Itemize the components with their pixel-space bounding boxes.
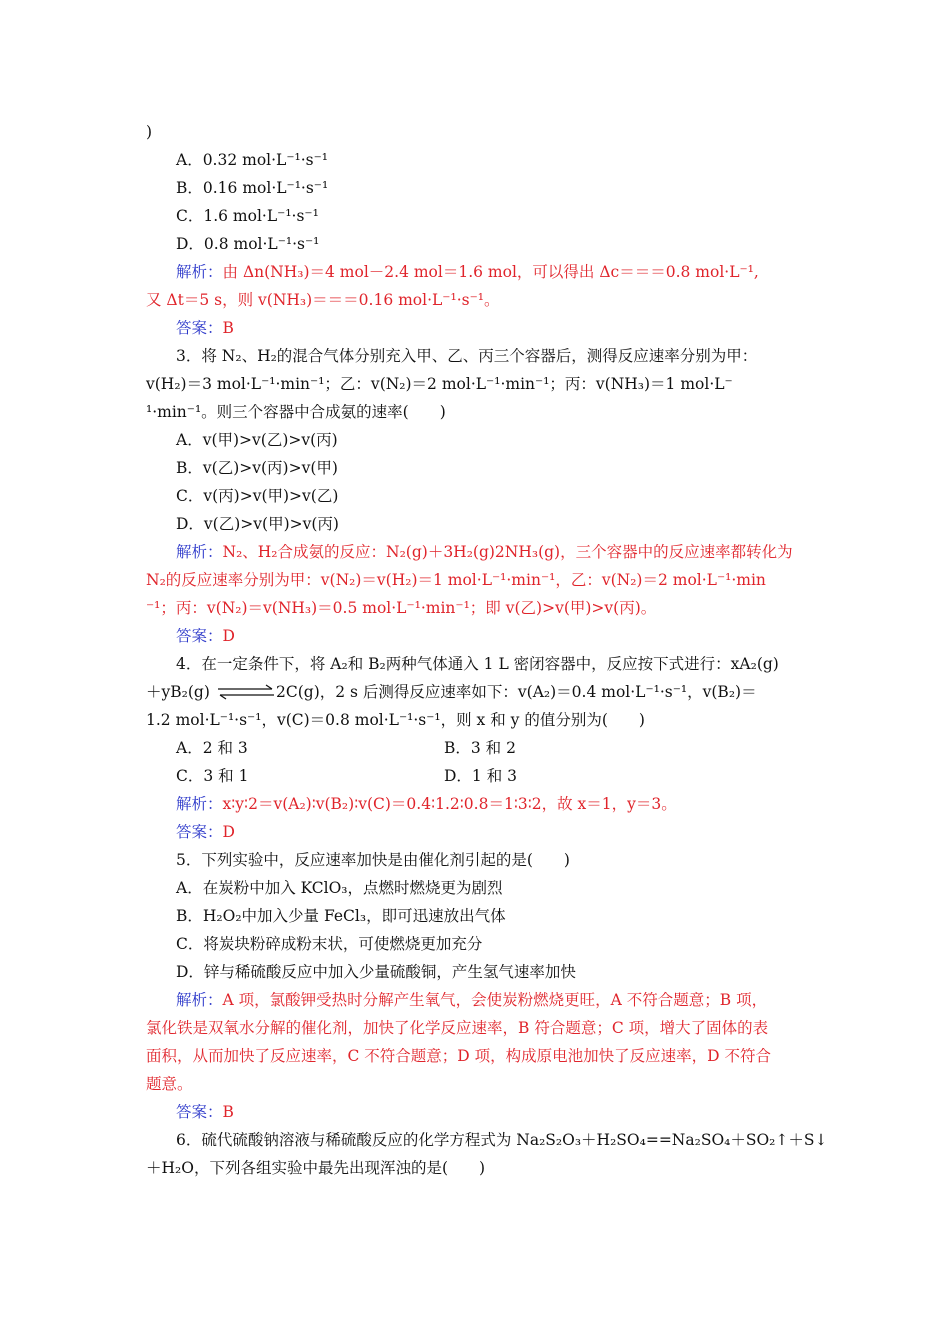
question-4-stem: 2C(g)，2 s 后测得反应速率如下：v(A₂)＝0.4 mol·L⁻¹·s⁻¹，v(B₂)＝ bbox=[276, 683, 757, 701]
question-2-tail: ) bbox=[146, 123, 153, 141]
option-c: C．1.6 mol·L⁻¹·s⁻¹ bbox=[176, 207, 319, 225]
option-d: D．0.8 mol·L⁻¹·s⁻¹ bbox=[176, 235, 320, 253]
option-b: B．H₂O₂中加入少量 FeCl₃，即可迅速放出气体 bbox=[176, 907, 506, 925]
analysis-text: x∶y∶2＝v(A₂)∶v(B₂)∶v(C)＝0.4∶1.2∶0.8＝1∶3∶2，故 x＝1，y＝3。 bbox=[222, 795, 677, 813]
analysis-label: 解析： bbox=[176, 991, 223, 1009]
analysis-line: 又 Δt＝5 s，则 v(NH₃)＝＝＝0.16 mol·L⁻¹·s⁻¹。 bbox=[146, 291, 500, 309]
analysis-line bbox=[176, 794, 677, 814]
analysis-line: ⁻¹；丙：v(N₂)＝v(NH₃)＝0.5 mol·L⁻¹·min⁻¹；即 v(乙)>v(甲)>v(丙)。 bbox=[146, 599, 657, 617]
analysis-line bbox=[176, 262, 759, 282]
question-6-stem: ＋H₂O，下列各组实验中最先出现浑浊的是( ) bbox=[146, 1159, 486, 1177]
analysis-line bbox=[176, 990, 767, 1010]
equilibrium-arrow-icon bbox=[216, 684, 276, 700]
answer-line bbox=[176, 822, 235, 842]
option-b: B．v(乙)>v(丙)>v(甲) bbox=[176, 459, 338, 477]
question-4-stem: ＋yB₂(g) bbox=[146, 683, 210, 701]
analysis-text: A 项，氯酸钾受热时分解产生氧气，会使炭粉燃烧更旺，A 不符合题意；B 项， bbox=[222, 991, 768, 1009]
analysis-label: 解析： bbox=[176, 795, 223, 813]
analysis-text: N₂、H₂合成氨的反应：N₂(g)＋3H₂(g)2NH₃(g)，三个容器中的反应速率都转化为 bbox=[222, 543, 793, 561]
question-5-stem: 5．下列实验中，反应速率加快是由催化剂引起的是( ) bbox=[176, 851, 570, 869]
option-c: C．v(丙)>v(甲)>v(乙) bbox=[176, 487, 339, 505]
analysis-line: 面积，从而加快了反应速率，C 不符合题意；D 项，构成原电池加快了反应速率，D 不符合 bbox=[146, 1047, 771, 1065]
answer-label: 答案： bbox=[176, 823, 223, 841]
option-c: C．3 和 1 bbox=[176, 767, 249, 785]
option-a: A．在炭粉中加入 KClO₃，点燃时燃烧更为剧烈 bbox=[176, 879, 503, 897]
analysis-line: N₂的反应速率分别为甲：v(N₂)＝v(H₂)＝1 mol·L⁻¹·min⁻¹，乙：v(N₂)＝2 mol·L⁻¹·min bbox=[146, 571, 766, 589]
question-3-stem: v(H₂)＝3 mol·L⁻¹·min⁻¹；乙：v(N₂)＝2 mol·L⁻¹·min⁻¹；丙：v(NH₃)＝1 mol·L⁻ bbox=[146, 375, 733, 393]
answer-value: B bbox=[222, 319, 234, 337]
option-d: D．v(乙)>v(甲)>v(丙) bbox=[176, 515, 339, 533]
question-3-stem: 3．将 N₂、H₂的混合气体分别充入甲、乙、丙三个容器后，测得反应速率分别为甲： bbox=[176, 347, 758, 365]
answer-line bbox=[176, 318, 234, 338]
question-6-stem: 6．硫代硫酸钠溶液与稀硫酸反应的化学方程式为 Na₂S₂O₃＋H₂SO₄==Na₂SO₄＋SO₂↑＋S↓ bbox=[176, 1131, 828, 1149]
option-a: A．2 和 3 bbox=[176, 739, 248, 757]
answer-label: 答案： bbox=[176, 627, 223, 645]
analysis-line bbox=[176, 542, 793, 562]
analysis-line: 氯化铁是双氧水分解的催化剂，加快了化学反应速率，B 符合题意；C 项，增大了固体的表 bbox=[146, 1019, 769, 1037]
answer-label: 答案： bbox=[176, 319, 223, 337]
answer-value: B bbox=[222, 1103, 234, 1121]
answer-value: D bbox=[222, 627, 235, 645]
analysis-label: 解析： bbox=[176, 543, 223, 561]
analysis-label: 解析： bbox=[176, 263, 223, 281]
option-c: C．将炭块粉碎成粉末状，可使燃烧更加充分 bbox=[176, 935, 483, 953]
question-3-stem: ¹·min⁻¹。则三个容器中合成氨的速率( ) bbox=[146, 403, 446, 421]
answer-label: 答案： bbox=[176, 1103, 223, 1121]
analysis-line: 题意。 bbox=[146, 1075, 193, 1093]
question-4-stem: 4．在一定条件下，将 A₂和 B₂两种气体通入 1 L 密闭容器中，反应按下式进行：xA₂(g) bbox=[176, 655, 779, 673]
option-a: A．v(甲)>v(乙)>v(丙) bbox=[176, 431, 338, 449]
option-d: D．锌与稀硫酸反应中加入少量硫酸铜，产生氢气速率加快 bbox=[176, 963, 576, 981]
option-b: B．3 和 2 bbox=[444, 739, 516, 757]
answer-line bbox=[176, 626, 235, 646]
answer-value: D bbox=[222, 823, 235, 841]
option-d: D．1 和 3 bbox=[444, 767, 518, 785]
analysis-text: 由 Δn(NH₃)＝4 mol－2.4 mol＝1.6 mol，可以得出 Δc＝＝＝0.8 mol·L⁻¹, bbox=[222, 263, 759, 281]
question-4-stem: 1.2 mol·L⁻¹·s⁻¹，v(C)＝0.8 mol·L⁻¹·s⁻¹，则 x 和 y 的值分别为( ) bbox=[146, 711, 645, 729]
option-a: A．0.32 mol·L⁻¹·s⁻¹ bbox=[176, 151, 329, 169]
answer-line bbox=[176, 1102, 234, 1122]
option-b: B．0.16 mol·L⁻¹·s⁻¹ bbox=[176, 179, 329, 197]
